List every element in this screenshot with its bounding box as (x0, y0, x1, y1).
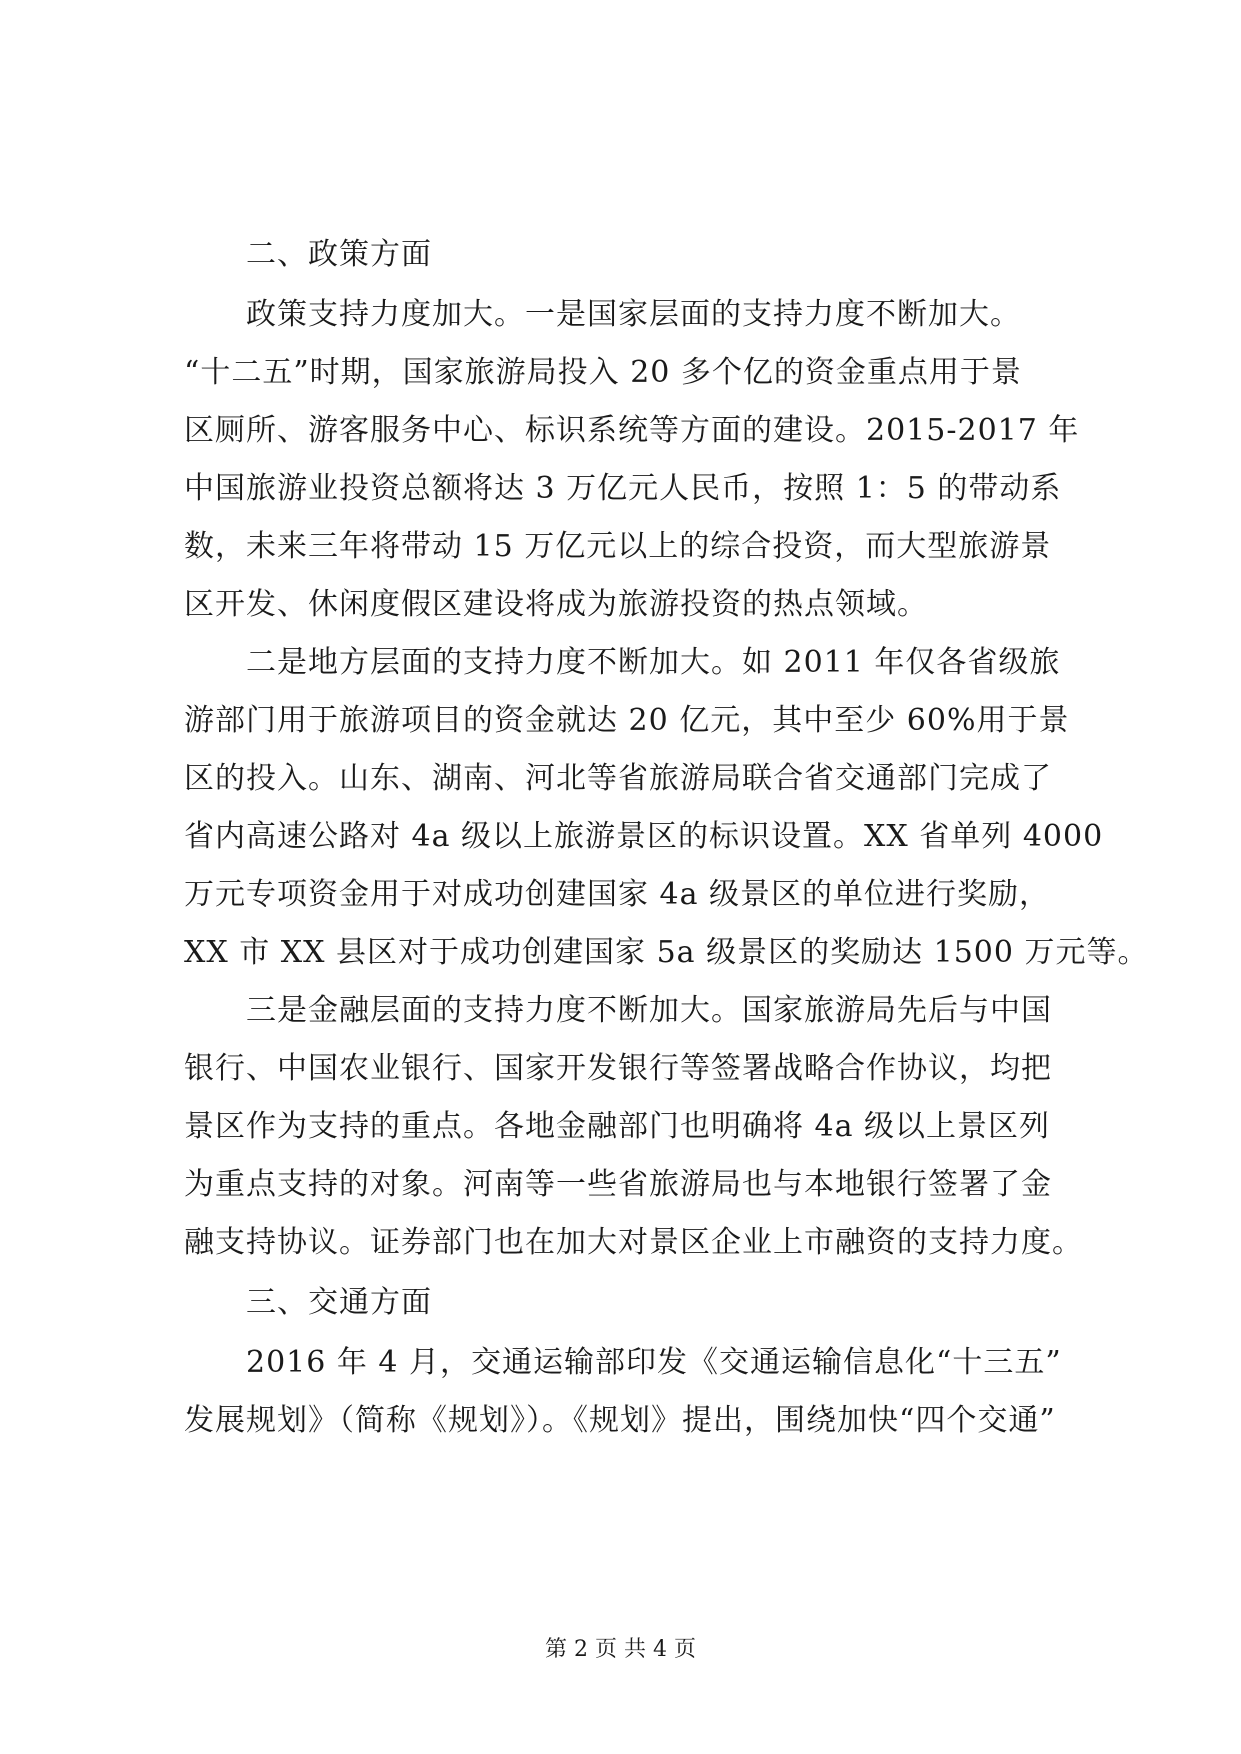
text-line: 区的投入。山东、湖南、河北等省旅游局联合省交通部门完成了 (184, 761, 1052, 796)
text-line: 2016 年 4 月，交通运输部印发《交通运输信息化“十三五” (246, 1345, 1062, 1380)
text-line: 政策支持力度加大。一是国家层面的支持力度不断加大。 (246, 297, 1021, 332)
text-line: 数，未来三年将带动 15 万亿元以上的综合投资，而大型旅游景 (184, 529, 1052, 564)
paragraph-policy-finance (184, 982, 1083, 1272)
section-heading-transport: 三、交通方面 (246, 1285, 432, 1320)
text-line: 中国旅游业投资总额将达 3 万亿元人民币，按照 1：5 的带动系 (184, 471, 1062, 506)
document-body (184, 224, 1149, 1450)
text-line: 区厕所、游客服务中心、标识系统等方面的建设。2015-2017 年 (184, 413, 1080, 448)
text-line: 万元专项资金用于对成功创建国家 4a 级景区的单位进行奖励， (184, 877, 1051, 912)
paragraph-transport-plan (184, 1334, 1079, 1450)
text-line: 游部门用于旅游项目的资金就达 20 亿元，其中至少 60%用于景 (184, 703, 1070, 738)
page-number: 第 2 页 共 4 页 (545, 1637, 696, 1662)
paragraph-policy-national (184, 286, 1079, 634)
text-line: 二是地方层面的支持力度不断加大。如 2011 年仅各省级旅 (246, 645, 1061, 680)
text-line: 景区作为支持的重点。各地金融部门也明确将 4a 级以上景区列 (184, 1109, 1051, 1144)
text-line: 省内高速公路对 4a 级以上旅游景区的标识设置。XX 省单列 4000 (184, 819, 1104, 854)
text-line: 发展规划》（简称《规划》）。《规划》提出，围绕加快“四个交通” (184, 1403, 1056, 1438)
page-footer (0, 1636, 1241, 1664)
text-line: 三是金融层面的支持力度不断加大。国家旅游局先后与中国 (246, 993, 1052, 1028)
section-heading-policy: 二、政策方面 (246, 237, 432, 272)
text-line: 区开发、休闲度假区建设将成为旅游投资的热点领域。 (184, 587, 928, 622)
text-line: 为重点支持的对象。河南等一些省旅游局也与本地银行签署了金 (184, 1167, 1052, 1202)
text-line: 融支持协议。证券部门也在加大对景区企业上市融资的支持力度。 (184, 1225, 1083, 1260)
paragraph-policy-local (184, 634, 1149, 982)
text-line: XX 市 XX 县区对于成功创建国家 5a 级景区的奖励达 1500 万元等。 (184, 935, 1149, 970)
text-line: “十二五”时期，国家旅游局投入 20 多个亿的资金重点用于景 (184, 355, 1022, 390)
text-line: 银行、中国农业银行、国家开发银行等签署战略合作协议，均把 (184, 1051, 1052, 1086)
